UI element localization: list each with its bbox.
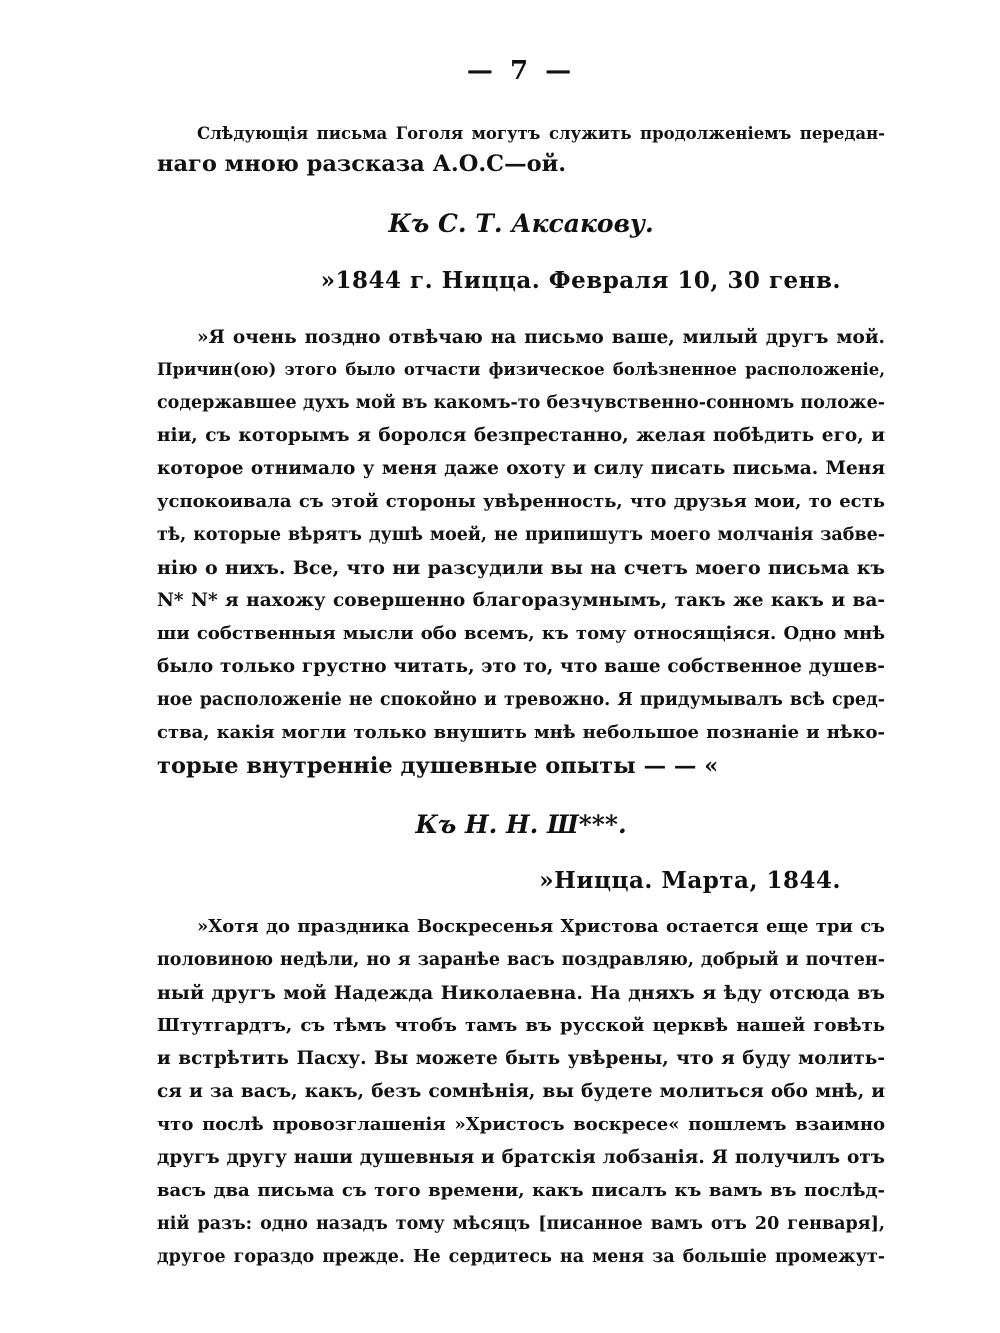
letter1-line-14: торые внутренніе душевные опыты — — «	[157, 753, 719, 779]
letter1-line-11: было только грустно читать, это то, что ваше собственное душев-	[157, 656, 885, 677]
letter2-heading: Къ Н. Н. Ш***.	[415, 810, 627, 839]
letter1-line-4: ніи, съ которымъ я боролся безпрестанно, желая побѣдить его, и	[157, 425, 885, 446]
letter1-line-6: успокоивала съ этой стороны увѣренность, что друзья мои, то есть	[157, 491, 885, 512]
letter2-line-6: ся и за васъ, какъ, безъ сомнѣнія, вы будете молиться обо мнѣ, и	[157, 1081, 885, 1102]
letter2-line-2: половиною недѣли, но я заранѣе васъ поздравляю, добрый и почтен-	[157, 950, 885, 970]
page-number: — 7 —	[466, 56, 576, 86]
letter1-heading: Къ С. Т. Аксакову.	[388, 209, 654, 238]
letter2-line-9: васъ два письма съ того времени, какъ писалъ къ вамъ въ послѣд-	[157, 1180, 885, 1201]
letter2-line-10: ній разъ: одно назадъ тому мѣсяцъ [писанное вамъ отъ 20 генваря],	[157, 1214, 885, 1234]
letter1-line-10: ши собственныя мысли обо всемъ, къ тому относящіяся. Одно мнѣ	[157, 623, 885, 644]
letter2-line-4: Штутгардтъ, съ тѣмъ чтобъ тамъ въ русской церквѣ нашей говѣть	[157, 1015, 885, 1036]
letter1-dateline: »1844 г. Ницца. Февраля 10, 30 генв.	[320, 267, 841, 294]
letter2-line-7: что послѣ провозглашенія »Христосъ воскресе« пошлемъ взаимно	[157, 1114, 885, 1135]
intro-line-1: Слѣдующія письма Гоголя могутъ служить продолженіемъ передан-	[197, 124, 885, 143]
letter2-line-1: »Хотя до праздника Воскресенья Христова остается еще три съ	[197, 916, 885, 937]
letter1-line-1: »Я очень поздно отвѣчаю на письмо ваше, милый другъ мой.	[197, 327, 885, 348]
intro-line-2: наго мною разсказа А.О.С—ой.	[157, 151, 567, 177]
letter1-line-3: содержавшее духъ мой въ какомъ-то безчувственно-сонномъ положе-	[157, 393, 885, 413]
letter2-line-8: другъ другу наши душевныя и братскія лобзанія. Я получилъ отъ	[157, 1147, 885, 1168]
letter2-line-5: и встрѣтить Пасху. Вы можете быть увѣрены, что я буду молить-	[157, 1048, 885, 1069]
letter1-line-13: ства, какія могли только внушить мнѣ небольшое познаніе и нѣко-	[157, 722, 885, 743]
letter1-line-9: N* N* я нахожу совершенно благоразумнымъ, такъ же какъ и ва-	[157, 590, 885, 611]
letter1-line-2: Причин(ою) этого было отчасти физическое болѣзненное расположеніе,	[157, 360, 885, 379]
letter2-dateline: »Ницца. Марта, 1844.	[539, 867, 841, 894]
book-page	[157, 0, 885, 1333]
letter2-line-11: другое гораздо прежде. Не сердитесь на меня за большіе промежут-	[157, 1247, 885, 1267]
letter1-line-8: нію о нихъ. Все, что ни разсудили вы на счетъ моего письма къ	[157, 557, 885, 579]
letter2-line-3: ный другъ мой Надежда Николаевна. На дняхъ я ѣду отсюда въ	[157, 982, 885, 1004]
letter1-line-7: тѣ, которые вѣрятъ душѣ моей, не припишутъ моего молчанія забве-	[157, 525, 885, 545]
letter1-line-5: которое отнимало у меня даже охоту и силу писать письма. Меня	[157, 458, 885, 479]
letter1-line-12: ное расположеніе не спокойно и тревожно. Я придумывалъ всѣ сред-	[157, 690, 885, 710]
